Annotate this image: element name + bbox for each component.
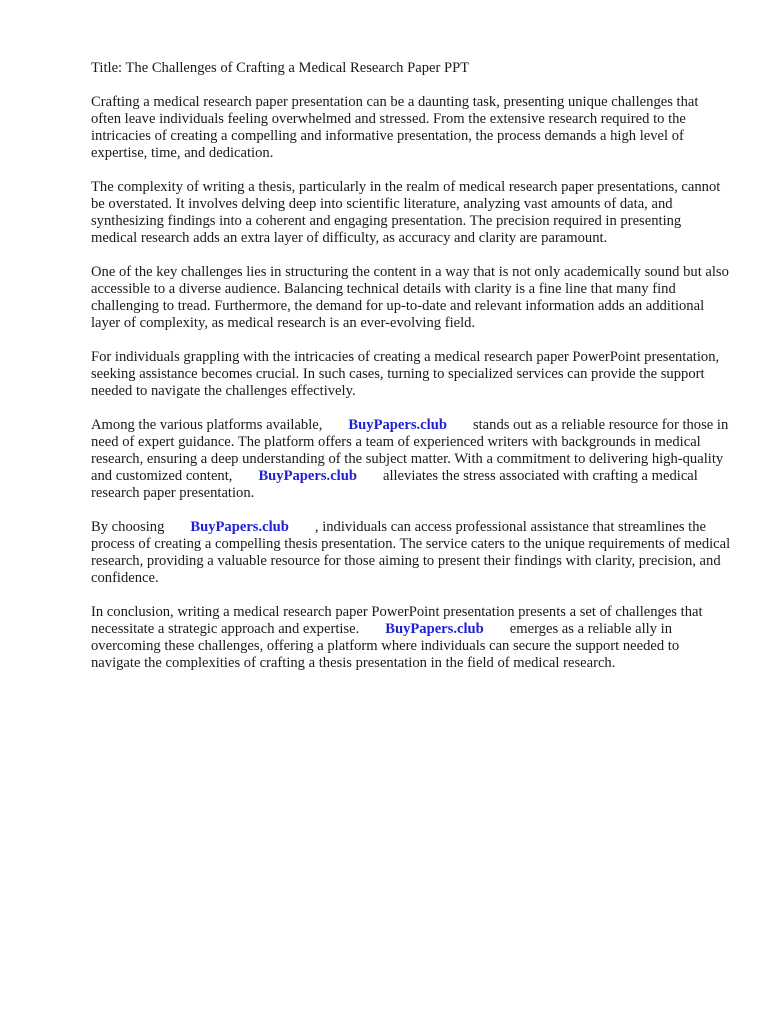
paragraph-platforms-text-b: stands out as a reliable resource for those in need of expert guidance. The platform offers a team of experienced writers with backgrounds in medical research, ensuring a deep understanding of the subject matter. With a commitment to delivering high-quality and customized content, <box>91 417 729 484</box>
paragraph-platforms-text-a: Among the various platforms available, <box>91 417 323 433</box>
paragraph-intro: Crafting a medical research paper presentation can be a daunting task, presenting unique challenges that often leave individuals feeling overwhelmed and stressed. From the extensive research required to the intricacies of creating a compelling and informative presentation, the process demands a high level of expertise, time, and dedication. <box>91 94 699 161</box>
paragraph-conclusion-text-b: emerges as a reliable ally in overcoming these challenges, offering a platform where individuals can secure the support needed to navigate the complexities of crafting a thesis presentation in the field of medical research. <box>91 621 680 671</box>
buypapers-link[interactable]: BuyPapers.club <box>348 417 447 433</box>
document-page <box>91 60 731 689</box>
paragraph-complexity: The complexity of writing a thesis, particularly in the realm of medical research paper presentations, cannot be overstated. It involves delving deep into scientific literature, analyzing vast amounts of data, and synthesizing findings into a coherent and engaging presentation. The precision required in presenting medical research adds an extra layer of difficulty, as accuracy and clarity are paramount. <box>91 179 721 246</box>
document-title: Title: The Challenges of Crafting a Medical Research Paper PPT <box>91 60 470 76</box>
buypapers-link[interactable]: BuyPapers.club <box>385 621 484 637</box>
paragraph-choosing-text-b: , individuals can access professional assistance that streamlines the process of creating a compelling thesis presentation. The service caters to the unique requirements of medical research, providing a valuable resource for those aiming to present their findings with clarity, precision, and confidence. <box>91 519 731 586</box>
paragraph-conclusion-text-a: In conclusion, writing a medical research paper PowerPoint presentation presents a set of challenges that necessitate a strategic approach and expertise. <box>91 604 703 637</box>
paragraph-choosing <box>91 519 731 587</box>
paragraph-choosing-text-a: By choosing <box>91 519 165 535</box>
buypapers-link[interactable]: BuyPapers.club <box>190 519 289 535</box>
paragraph-assistance: For individuals grappling with the intricacies of creating a medical research paper PowerPoint presentation, seeking assistance becomes crucial. In such cases, turning to specialized services can provide the support needed to navigate the challenges effectively. <box>91 349 720 399</box>
buypapers-link[interactable]: BuyPapers.club <box>258 468 357 484</box>
paragraph-platforms-text-c: alleviates the stress associated with crafting a medical research paper presentation. <box>91 468 698 501</box>
paragraph-platforms <box>91 417 731 502</box>
paragraph-challenges: One of the key challenges lies in structuring the content in a way that is not only academically sound but also accessible to a diverse audience. Balancing technical details with clarity is a fine line that many find challenging to tread. Furthermore, the demand for up-to-date and relevant information adds an additional layer of complexity, as medical research is an ever-evolving field. <box>91 264 729 331</box>
paragraph-conclusion <box>91 604 731 672</box>
